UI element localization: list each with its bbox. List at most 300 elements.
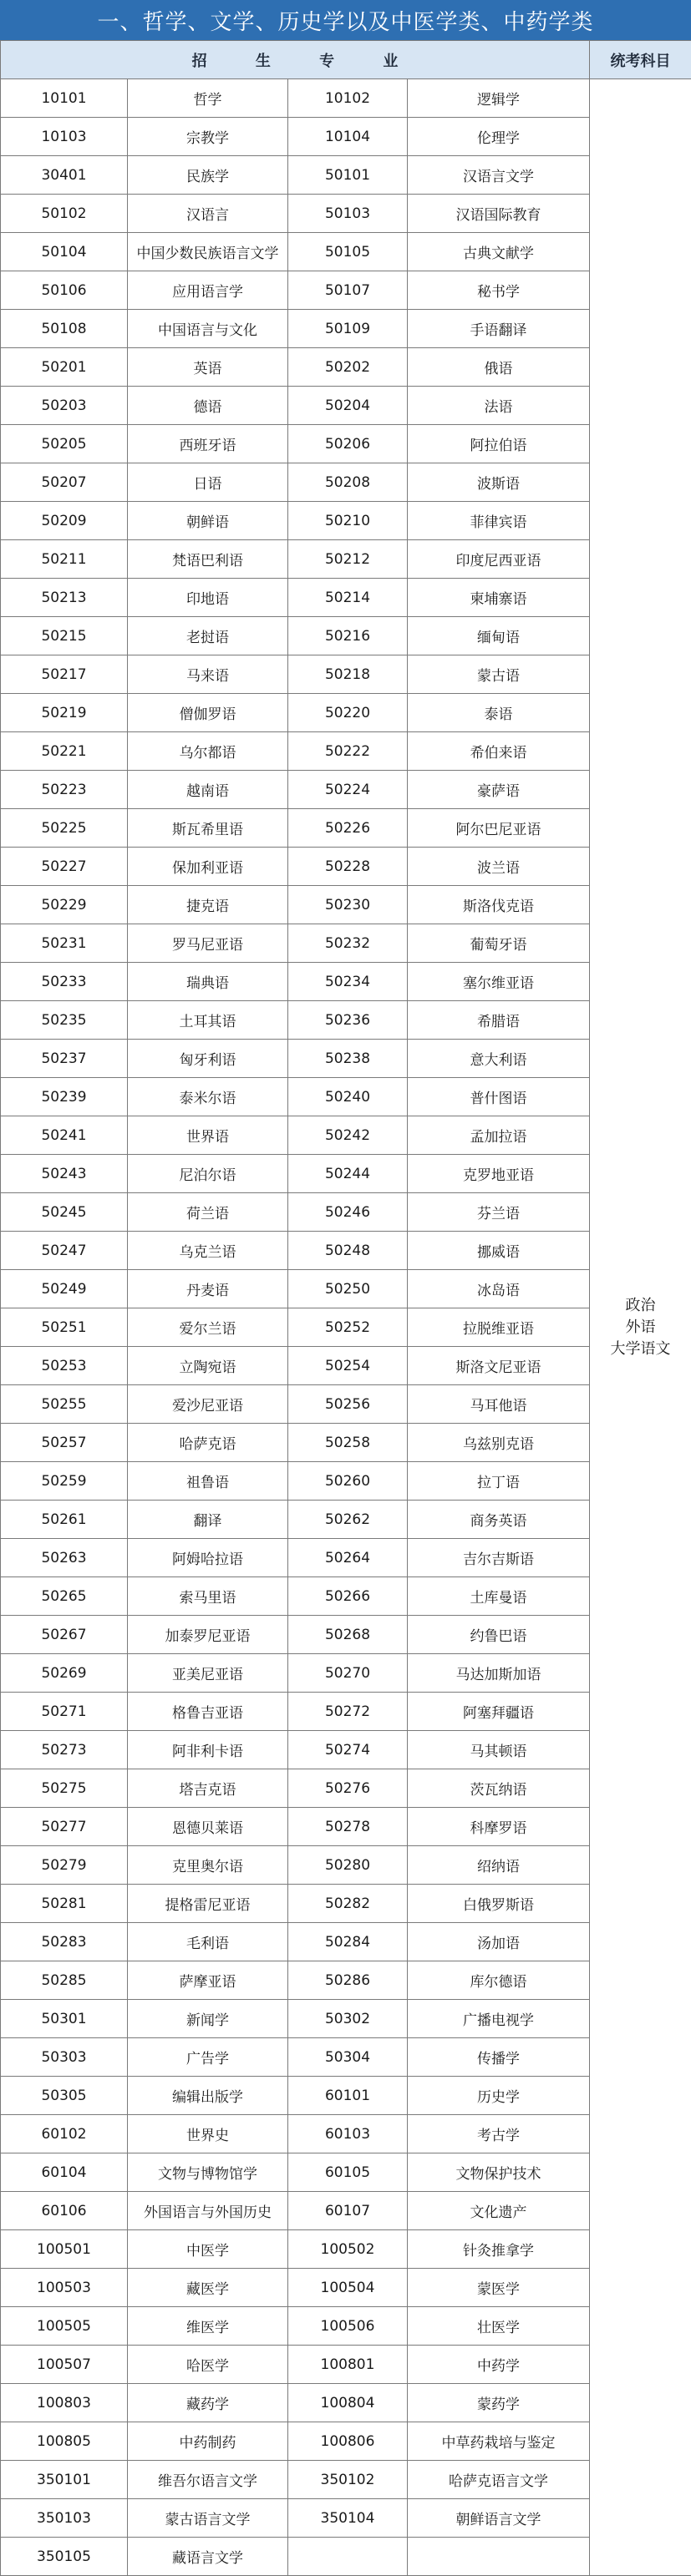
major-code-right: 50276 — [288, 1769, 408, 1808]
major-code-right: 50218 — [288, 655, 408, 694]
major-name-right: 白俄罗斯语 — [408, 1885, 590, 1923]
table-row — [1, 2538, 691, 2576]
major-code-right: 50260 — [288, 1462, 408, 1501]
table-row — [1, 310, 691, 348]
major-name-right: 意大利语 — [408, 1040, 590, 1078]
major-name-left: 僧伽罗语 — [128, 694, 288, 732]
major-name-right: 汉语国际教育 — [408, 195, 590, 233]
major-code-right: 50304 — [288, 2038, 408, 2077]
table-row — [1, 1501, 691, 1539]
major-code-right: 100804 — [288, 2384, 408, 2422]
major-name-right: 豪萨语 — [408, 771, 590, 809]
major-name-right: 朝鲜语言文学 — [408, 2499, 590, 2538]
major-name-left: 立陶宛语 — [128, 1347, 288, 1385]
major-code-right: 50240 — [288, 1078, 408, 1116]
major-code-right: 50224 — [288, 771, 408, 809]
major-code-right: 50286 — [288, 1961, 408, 2000]
major-code-right: 50202 — [288, 348, 408, 387]
table-row — [1, 2346, 691, 2384]
major-name-left: 民族学 — [128, 156, 288, 195]
major-code-left: 50285 — [1, 1961, 128, 2000]
major-name-left: 藏药学 — [128, 2384, 288, 2422]
table-row — [1, 1731, 691, 1769]
major-code-right — [288, 2538, 408, 2576]
major-name-right: 阿塞拜疆语 — [408, 1693, 590, 1731]
major-name-left: 应用语言学 — [128, 271, 288, 310]
major-name-left: 塔吉克语 — [128, 1769, 288, 1808]
major-name-left: 克里奥尔语 — [128, 1846, 288, 1885]
table-row — [1, 732, 691, 771]
major-code-right: 50278 — [288, 1808, 408, 1846]
major-code-right: 50250 — [288, 1270, 408, 1308]
major-name-right: 广播电视学 — [408, 2000, 590, 2038]
major-code-right: 50248 — [288, 1232, 408, 1270]
table-row — [1, 1769, 691, 1808]
major-code-right: 50216 — [288, 617, 408, 655]
major-code-left: 50219 — [1, 694, 128, 732]
major-code-right: 50266 — [288, 1577, 408, 1616]
major-code-left: 350101 — [1, 2461, 128, 2499]
table-row — [1, 118, 691, 156]
table-row — [1, 463, 691, 502]
table-row — [1, 1693, 691, 1731]
table-row — [1, 771, 691, 809]
major-code-left: 30401 — [1, 156, 128, 195]
table-row — [1, 809, 691, 848]
major-code-right: 50272 — [288, 1693, 408, 1731]
table-row — [1, 1846, 691, 1885]
major-name-left: 亚美尼亚语 — [128, 1654, 288, 1693]
table-row — [1, 655, 691, 694]
major-name-right: 文化遗产 — [408, 2192, 590, 2230]
major-code-left: 50257 — [1, 1424, 128, 1462]
major-name-right: 科摩罗语 — [408, 1808, 590, 1846]
major-code-left: 50301 — [1, 2000, 128, 2038]
major-code-left: 50217 — [1, 655, 128, 694]
major-code-left: 50265 — [1, 1577, 128, 1616]
major-name-right: 考古学 — [408, 2115, 590, 2153]
major-name-left: 斯瓦希里语 — [128, 809, 288, 848]
exam-subject: 政治 — [625, 1296, 656, 1314]
major-code-right: 50220 — [288, 694, 408, 732]
table-row — [1, 2000, 691, 2038]
major-code-left: 100503 — [1, 2269, 128, 2307]
table-row — [1, 2307, 691, 2346]
table-row — [1, 963, 691, 1001]
table-row — [1, 1808, 691, 1846]
major-name-right: 俄语 — [408, 348, 590, 387]
major-code-left: 50102 — [1, 195, 128, 233]
table-row — [1, 1961, 691, 2000]
major-code-left: 50261 — [1, 1501, 128, 1539]
major-name-left: 世界史 — [128, 2115, 288, 2153]
major-name-left: 尼泊尔语 — [128, 1155, 288, 1193]
major-name-right: 法语 — [408, 387, 590, 425]
table-row — [1, 2461, 691, 2499]
exam-subjects-cell — [590, 79, 691, 2576]
major-name-left: 索马里语 — [128, 1577, 288, 1616]
table-row — [1, 2077, 691, 2115]
major-name-right: 蒙医学 — [408, 2269, 590, 2307]
major-name-right: 传播学 — [408, 2038, 590, 2077]
table-row — [1, 1424, 691, 1462]
major-code-right: 50252 — [288, 1308, 408, 1347]
major-name-right: 挪威语 — [408, 1232, 590, 1270]
table-row — [1, 1001, 691, 1040]
major-code-left: 50275 — [1, 1769, 128, 1808]
major-name-right: 马其顿语 — [408, 1731, 590, 1769]
major-code-right: 50232 — [288, 924, 408, 963]
major-name-right: 芬兰语 — [408, 1193, 590, 1232]
table-row — [1, 348, 691, 387]
major-name-right: 希伯来语 — [408, 732, 590, 771]
major-code-left: 50245 — [1, 1193, 128, 1232]
major-code-right: 350102 — [288, 2461, 408, 2499]
major-name-left: 梵语巴利语 — [128, 540, 288, 579]
major-code-right: 50228 — [288, 848, 408, 886]
major-code-left: 50205 — [1, 425, 128, 463]
major-code-left: 50108 — [1, 310, 128, 348]
major-name-left: 外国语言与外国历史 — [128, 2192, 288, 2230]
table-row — [1, 425, 691, 463]
table-row — [1, 2192, 691, 2230]
major-name-left: 藏语言文学 — [128, 2538, 288, 2576]
major-name-right: 库尔德语 — [408, 1961, 590, 2000]
major-code-right: 50226 — [288, 809, 408, 848]
major-name-left: 世界语 — [128, 1116, 288, 1155]
major-code-left: 50207 — [1, 463, 128, 502]
major-code-left: 50253 — [1, 1347, 128, 1385]
major-name-right: 秘书学 — [408, 271, 590, 310]
table-row — [1, 1116, 691, 1155]
major-name-right: 普什图语 — [408, 1078, 590, 1116]
major-name-left: 维医学 — [128, 2307, 288, 2346]
table-row — [1, 1040, 691, 1078]
major-code-left: 350103 — [1, 2499, 128, 2538]
major-name-left: 爱沙尼亚语 — [128, 1385, 288, 1424]
major-code-left: 50263 — [1, 1539, 128, 1577]
major-name-right: 手语翻译 — [408, 310, 590, 348]
major-name-left: 捷克语 — [128, 886, 288, 924]
major-code-left: 50203 — [1, 387, 128, 425]
major-name-right: 哈萨克语言文学 — [408, 2461, 590, 2499]
major-code-left: 50235 — [1, 1001, 128, 1040]
major-name-left: 阿姆哈拉语 — [128, 1539, 288, 1577]
table-row — [1, 924, 691, 963]
major-name-right: 蒙古语 — [408, 655, 590, 694]
major-name-left: 老挝语 — [128, 617, 288, 655]
table-row — [1, 617, 691, 655]
major-name-left: 广告学 — [128, 2038, 288, 2077]
table-row — [1, 1885, 691, 1923]
major-name-right: 阿尔巴尼亚语 — [408, 809, 590, 848]
major-code-left: 50239 — [1, 1078, 128, 1116]
major-name-left: 越南语 — [128, 771, 288, 809]
major-code-right: 50210 — [288, 502, 408, 540]
table-row — [1, 1232, 691, 1270]
major-name-left: 德语 — [128, 387, 288, 425]
major-name-left: 爱尔兰语 — [128, 1308, 288, 1347]
table-row — [1, 2230, 691, 2269]
major-name-right: 波斯语 — [408, 463, 590, 502]
major-code-left: 10103 — [1, 118, 128, 156]
table-row — [1, 1270, 691, 1308]
major-code-left: 60104 — [1, 2153, 128, 2192]
table-row — [1, 848, 691, 886]
major-name-right: 汤加语 — [408, 1923, 590, 1961]
header-row — [1, 41, 691, 79]
table-row — [1, 2499, 691, 2538]
major-name-right: 乌兹别克语 — [408, 1424, 590, 1462]
major-name-left: 丹麦语 — [128, 1270, 288, 1308]
major-code-left: 50247 — [1, 1232, 128, 1270]
major-code-right: 50284 — [288, 1923, 408, 1961]
major-name-right: 希腊语 — [408, 1001, 590, 1040]
major-name-left: 祖鲁语 — [128, 1462, 288, 1501]
table-row — [1, 1078, 691, 1116]
major-code-left: 50303 — [1, 2038, 128, 2077]
major-code-left: 50241 — [1, 1116, 128, 1155]
major-code-left: 50209 — [1, 502, 128, 540]
table-row — [1, 1462, 691, 1501]
major-code-left: 50231 — [1, 924, 128, 963]
major-code-right: 50264 — [288, 1539, 408, 1577]
major-code-left: 50279 — [1, 1846, 128, 1885]
major-code-right: 50214 — [288, 579, 408, 617]
major-name-right: 葡萄牙语 — [408, 924, 590, 963]
major-name-left: 土耳其语 — [128, 1001, 288, 1040]
major-code-right: 100506 — [288, 2307, 408, 2346]
major-code-right: 10102 — [288, 79, 408, 118]
major-name-right: 马达加斯加语 — [408, 1654, 590, 1693]
major-name-right: 柬埔寨语 — [408, 579, 590, 617]
major-code-right: 50109 — [288, 310, 408, 348]
major-name-left: 宗教学 — [128, 118, 288, 156]
table-row — [1, 1923, 691, 1961]
major-code-right: 50105 — [288, 233, 408, 271]
major-code-right: 50206 — [288, 425, 408, 463]
major-name-left: 中国语言与文化 — [128, 310, 288, 348]
major-name-right: 波兰语 — [408, 848, 590, 886]
major-code-left: 50215 — [1, 617, 128, 655]
major-code-left: 50267 — [1, 1616, 128, 1654]
major-name-left: 马来语 — [128, 655, 288, 694]
major-name-right: 吉尔吉斯语 — [408, 1539, 590, 1577]
major-name-left: 文物与博物馆学 — [128, 2153, 288, 2192]
major-code-left: 60106 — [1, 2192, 128, 2230]
major-code-right: 50238 — [288, 1040, 408, 1078]
major-name-right: 塞尔维亚语 — [408, 963, 590, 1001]
table-body — [1, 79, 691, 2576]
major-code-right: 50302 — [288, 2000, 408, 2038]
major-code-left: 50277 — [1, 1808, 128, 1846]
major-code-right: 100806 — [288, 2422, 408, 2461]
major-name-left: 提格雷尼亚语 — [128, 1885, 288, 1923]
table-row — [1, 1385, 691, 1424]
major-code-left: 60102 — [1, 2115, 128, 2153]
major-name-left: 翻译 — [128, 1501, 288, 1539]
table-row — [1, 2422, 691, 2461]
table-row — [1, 195, 691, 233]
major-name-right: 缅甸语 — [408, 617, 590, 655]
major-name-right: 斯洛文尼亚语 — [408, 1347, 590, 1385]
major-name-left: 瑞典语 — [128, 963, 288, 1001]
major-column-header: 招 生 专 业 — [1, 41, 590, 79]
major-name-right: 泰语 — [408, 694, 590, 732]
major-code-right: 60107 — [288, 2192, 408, 2230]
major-code-right: 50280 — [288, 1846, 408, 1885]
table-row — [1, 1654, 691, 1693]
major-name-right: 伦理学 — [408, 118, 590, 156]
major-name-left: 中药制药 — [128, 2422, 288, 2461]
major-code-left: 350105 — [1, 2538, 128, 2576]
major-code-left: 50221 — [1, 732, 128, 771]
major-code-right: 50101 — [288, 156, 408, 195]
major-name-left: 匈牙利语 — [128, 1040, 288, 1078]
table-row — [1, 886, 691, 924]
major-name-right: 菲律宾语 — [408, 502, 590, 540]
major-code-right: 10104 — [288, 118, 408, 156]
major-name-left: 英语 — [128, 348, 288, 387]
major-code-left: 100507 — [1, 2346, 128, 2384]
major-name-right: 土库曼语 — [408, 1577, 590, 1616]
major-code-left: 50273 — [1, 1731, 128, 1769]
major-code-left: 50283 — [1, 1923, 128, 1961]
table-row — [1, 2269, 691, 2307]
major-code-left: 50227 — [1, 848, 128, 886]
major-name-left: 中国少数民族语言文学 — [128, 233, 288, 271]
major-name-left: 藏医学 — [128, 2269, 288, 2307]
major-code-right: 50282 — [288, 1885, 408, 1923]
table-row — [1, 1155, 691, 1193]
table-header — [1, 41, 691, 79]
major-name-left: 乌尔都语 — [128, 732, 288, 771]
major-name-right: 历史学 — [408, 2077, 590, 2115]
major-name-right: 古典文献学 — [408, 233, 590, 271]
major-code-right: 100504 — [288, 2269, 408, 2307]
table-row — [1, 156, 691, 195]
major-name-left: 乌克兰语 — [128, 1232, 288, 1270]
major-code-right: 50212 — [288, 540, 408, 579]
major-code-right: 50268 — [288, 1616, 408, 1654]
major-name-left: 印地语 — [128, 579, 288, 617]
major-code-left: 50269 — [1, 1654, 128, 1693]
major-code-right: 50234 — [288, 963, 408, 1001]
major-code-left: 50104 — [1, 233, 128, 271]
major-code-left: 50305 — [1, 2077, 128, 2115]
major-name-right: 中草药栽培与鉴定 — [408, 2422, 590, 2461]
table-row — [1, 694, 691, 732]
major-code-right: 50230 — [288, 886, 408, 924]
major-name-left: 阿非利卡语 — [128, 1731, 288, 1769]
major-name-left: 荷兰语 — [128, 1193, 288, 1232]
major-code-right: 100801 — [288, 2346, 408, 2384]
major-code-right: 50236 — [288, 1001, 408, 1040]
major-code-left: 50237 — [1, 1040, 128, 1078]
major-code-left: 50251 — [1, 1308, 128, 1347]
major-code-right: 50258 — [288, 1424, 408, 1462]
table-row — [1, 2115, 691, 2153]
major-name-right: 汉语言文学 — [408, 156, 590, 195]
major-name-left: 加泰罗尼亚语 — [128, 1616, 288, 1654]
major-name-right: 文物保护技术 — [408, 2153, 590, 2192]
major-code-left: 50243 — [1, 1155, 128, 1193]
major-name-left: 哈萨克语 — [128, 1424, 288, 1462]
table-row — [1, 1193, 691, 1232]
major-name-right — [408, 2538, 590, 2576]
major-name-right: 茨瓦纳语 — [408, 1769, 590, 1808]
major-code-right: 50274 — [288, 1731, 408, 1769]
table-row — [1, 2153, 691, 2192]
major-code-left: 50225 — [1, 809, 128, 848]
major-code-left: 100805 — [1, 2422, 128, 2461]
exam-subject: 外语 — [625, 1318, 656, 1336]
major-code-left: 50281 — [1, 1885, 128, 1923]
major-code-left: 10101 — [1, 79, 128, 118]
major-name-left: 蒙古语言文学 — [128, 2499, 288, 2538]
table-row — [1, 79, 691, 118]
table-row — [1, 271, 691, 310]
major-name-left: 泰米尔语 — [128, 1078, 288, 1116]
major-code-right: 50246 — [288, 1193, 408, 1232]
major-name-left: 罗马尼亚语 — [128, 924, 288, 963]
major-name-left: 维吾尔语言文学 — [128, 2461, 288, 2499]
major-code-right: 60105 — [288, 2153, 408, 2192]
page-title: 一、哲学、文学、历史学以及中医学类、中药学类 — [0, 0, 691, 40]
table-row — [1, 1347, 691, 1385]
table-row — [1, 2038, 691, 2077]
table-row — [1, 502, 691, 540]
major-code-left: 100505 — [1, 2307, 128, 2346]
major-code-right: 50254 — [288, 1347, 408, 1385]
major-code-right: 50270 — [288, 1654, 408, 1693]
major-name-left: 编辑出版学 — [128, 2077, 288, 2115]
table-row — [1, 1616, 691, 1654]
major-name-left: 哈医学 — [128, 2346, 288, 2384]
major-name-right: 商务英语 — [408, 1501, 590, 1539]
major-code-right: 50222 — [288, 732, 408, 771]
major-code-left: 50233 — [1, 963, 128, 1001]
major-name-right: 绍纳语 — [408, 1846, 590, 1885]
major-name-left: 格鲁吉亚语 — [128, 1693, 288, 1731]
major-name-right: 壮医学 — [408, 2307, 590, 2346]
table-row — [1, 1308, 691, 1347]
major-code-left: 50211 — [1, 540, 128, 579]
table-row — [1, 233, 691, 271]
major-code-right: 50244 — [288, 1155, 408, 1193]
major-code-right: 100502 — [288, 2230, 408, 2269]
major-name-left: 中医学 — [128, 2230, 288, 2269]
major-code-left: 50259 — [1, 1462, 128, 1501]
major-name-left: 萨摩亚语 — [128, 1961, 288, 2000]
major-name-right: 约鲁巴语 — [408, 1616, 590, 1654]
major-code-left: 50213 — [1, 579, 128, 617]
major-name-left: 西班牙语 — [128, 425, 288, 463]
major-name-right: 阿拉伯语 — [408, 425, 590, 463]
major-code-left: 50271 — [1, 1693, 128, 1731]
majors-table — [0, 40, 691, 2576]
table-row — [1, 1577, 691, 1616]
major-code-left: 50255 — [1, 1385, 128, 1424]
major-name-right: 克罗地亚语 — [408, 1155, 590, 1193]
major-code-left: 50223 — [1, 771, 128, 809]
major-code-right: 60101 — [288, 2077, 408, 2115]
major-code-left: 50229 — [1, 886, 128, 924]
major-name-right: 冰岛语 — [408, 1270, 590, 1308]
table-row — [1, 579, 691, 617]
major-code-right: 350104 — [288, 2499, 408, 2538]
major-name-right: 斯洛伐克语 — [408, 886, 590, 924]
